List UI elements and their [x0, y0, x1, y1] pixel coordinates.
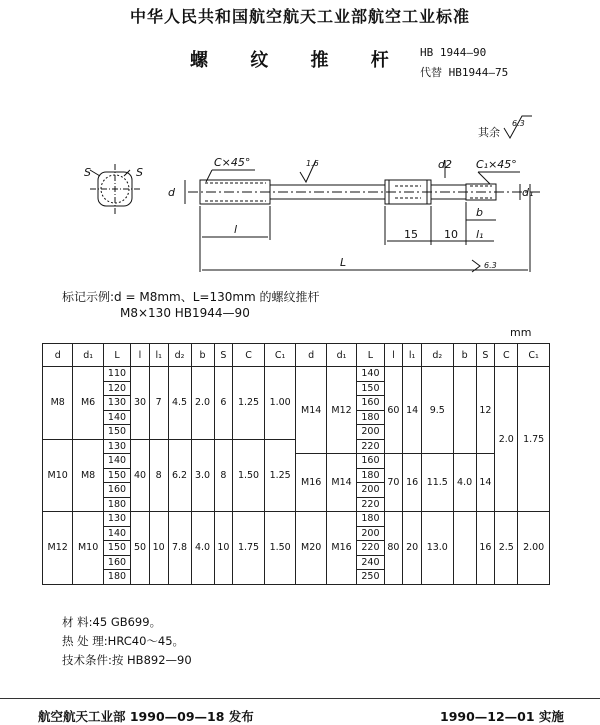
table-cell: 150: [103, 468, 130, 483]
label-d1: d₁: [522, 186, 534, 199]
table-row: [43, 367, 550, 382]
label-S-right: S: [136, 166, 143, 179]
label-l1: l₁: [476, 228, 484, 241]
table-cell: 150: [103, 541, 130, 556]
table-cell: M16: [326, 512, 356, 585]
table-cell: 200: [357, 526, 384, 541]
table-cell: 220: [357, 497, 384, 512]
table-cell: 30: [131, 367, 150, 440]
col-header: C: [495, 344, 518, 367]
spec-table: [42, 343, 550, 585]
table-cell: 8: [149, 439, 168, 512]
col-header: d₁: [326, 344, 356, 367]
table-cell: 10: [149, 512, 168, 585]
roughness-mid-value: 1.6: [306, 159, 319, 168]
replaces-standard: 代替 HB1944—75: [420, 66, 509, 79]
label-b: b: [476, 206, 483, 219]
col-header: C₁: [518, 344, 550, 367]
col-header: l₁: [149, 344, 168, 367]
table-row: [43, 454, 550, 469]
table-cell: 1.25: [233, 367, 265, 440]
label-d2: d2: [438, 158, 452, 171]
table-cell: 130: [103, 512, 130, 527]
footer-effective: 1990—12—01 实施: [440, 709, 564, 724]
col-header: d₂: [168, 344, 191, 367]
table-cell: 60: [384, 367, 403, 454]
table-cell: 1.50: [233, 439, 265, 512]
table-cell: M14: [296, 367, 326, 454]
table-cell: 20: [403, 512, 422, 585]
table-cell: 14: [476, 454, 495, 512]
table-cell: 160: [103, 483, 130, 498]
label-l: l: [234, 223, 238, 236]
footer-issued: 航空航天工业部 1990—09—18 发布: [38, 709, 254, 724]
col-header: d₂: [421, 344, 453, 367]
table-cell: 8: [214, 439, 233, 512]
table-cell: 130: [103, 396, 130, 411]
table-cell: 180: [357, 512, 384, 527]
roughness-main-value: 6.3: [512, 119, 525, 128]
table-cell: 1.25: [264, 439, 296, 512]
col-header: l: [384, 344, 403, 367]
col-header: S: [476, 344, 495, 367]
table-cell: 7.8: [168, 512, 191, 585]
table-cell: 2.5: [495, 512, 518, 585]
table-cell: M16: [296, 454, 326, 512]
part-drawing: [0, 100, 600, 285]
table-cell: 70: [384, 454, 403, 512]
label-S-left: S: [84, 166, 91, 179]
table-cell: 4.0: [453, 454, 476, 512]
table-cell: 160: [103, 555, 130, 570]
label-d: d: [168, 186, 175, 199]
table-cell: 180: [357, 410, 384, 425]
col-header: l: [131, 344, 150, 367]
table-cell: 12: [476, 367, 495, 454]
table-cell: 16: [403, 454, 422, 512]
note-material: 材 料:45 GB699。: [62, 615, 162, 629]
table-cell: 240: [357, 555, 384, 570]
table-cell: [453, 512, 476, 585]
table-cell: 180: [103, 497, 130, 512]
table-cell: 50: [131, 512, 150, 585]
table-cell: 4.0: [191, 512, 214, 585]
table-cell: 140: [103, 526, 130, 541]
table-cell: 2.0: [495, 367, 518, 512]
table-cell: 220: [357, 541, 384, 556]
table-cell: 150: [103, 425, 130, 440]
note-tech-conditions: 技术条件:按 HB892—90: [62, 653, 192, 667]
label-L: L: [340, 256, 347, 269]
table-cell: 150: [357, 381, 384, 396]
table-cell: 6.2: [168, 439, 191, 512]
table-cell: 7: [149, 367, 168, 440]
rod-view: [188, 180, 540, 204]
chamfer-right-label: C₁×45°: [476, 158, 517, 171]
table-cell: 14: [403, 367, 422, 454]
col-header: d: [296, 344, 326, 367]
table-cell: 16: [476, 512, 495, 585]
marking-code: M8×130 HB1944—90: [120, 306, 250, 320]
table-cell: 3.0: [191, 439, 214, 512]
table-cell: M12: [326, 367, 356, 454]
note-heat-treatment: 热 处 理:HRC40～45。: [62, 634, 185, 648]
page-title: 螺 纹 推 杆: [190, 50, 407, 71]
table-cell: 200: [357, 483, 384, 498]
table-cell: 180: [103, 570, 130, 585]
col-header: b: [191, 344, 214, 367]
col-header: C: [233, 344, 265, 367]
table-cell: 220: [357, 439, 384, 454]
table-cell: M8: [73, 439, 103, 512]
table-cell: 1.50: [264, 512, 296, 585]
standard-number: HB 1944—90: [420, 46, 487, 59]
table-cell: 130: [103, 439, 130, 454]
footer-rule: [0, 698, 600, 699]
table-cell: M6: [73, 367, 103, 440]
col-header: d: [43, 344, 73, 367]
table-cell: 40: [131, 439, 150, 512]
col-header: b: [453, 344, 476, 367]
table-cell: 1.75: [233, 512, 265, 585]
table-cell: 13.0: [421, 512, 453, 585]
table-cell: 200: [357, 425, 384, 440]
table-cell: 140: [103, 410, 130, 425]
unit-label: mm: [510, 326, 532, 339]
table-cell: 80: [384, 512, 403, 585]
table-cell: 160: [357, 396, 384, 411]
table-cell: 1.75: [518, 367, 550, 512]
table-cell: M20: [296, 512, 326, 585]
table-cell: 140: [103, 454, 130, 469]
table-cell: 2.00: [518, 512, 550, 585]
roughness-rest-label: 其余: [478, 126, 500, 139]
table-cell: 140: [357, 367, 384, 382]
table-cell: 11.5: [421, 454, 453, 512]
table-cell: [453, 367, 476, 454]
table-cell: 2.0: [191, 367, 214, 440]
chamfer-left-label: C×45°: [214, 156, 251, 169]
col-header: d₁: [73, 344, 103, 367]
table-cell: 1.00: [264, 367, 296, 440]
roughness-bottom-value: 6.3: [484, 261, 497, 270]
table-cell: M10: [73, 512, 103, 585]
table-cell: 6: [214, 367, 233, 440]
table-cell: 10: [214, 512, 233, 585]
table-cell: 120: [103, 381, 130, 396]
table-cell: 180: [357, 468, 384, 483]
table-cell: M14: [326, 454, 356, 512]
table-cell: 9.5: [421, 367, 453, 454]
table-header-row: [43, 344, 550, 367]
dim-15: 15: [404, 228, 418, 241]
marking-example: 标记示例:d = M8mm、L=130mm 的螺纹推杆: [62, 290, 320, 304]
col-header: l₁: [403, 344, 422, 367]
table-cell: M8: [43, 367, 73, 440]
section-view: [90, 164, 140, 214]
table-cell: 4.5: [168, 367, 191, 440]
header-org: 中华人民共和国航空航天工业部航空工业标准: [129, 7, 470, 26]
col-header: L: [103, 344, 130, 367]
table-cell: 250: [357, 570, 384, 585]
table-cell: M12: [43, 512, 73, 585]
dim-10: 10: [444, 228, 458, 241]
table-cell: 110: [103, 367, 130, 382]
col-header: S: [214, 344, 233, 367]
table-cell: M10: [43, 439, 73, 512]
table-cell: 160: [357, 454, 384, 469]
col-header: C₁: [264, 344, 296, 367]
table-row: [43, 512, 550, 527]
col-header: L: [357, 344, 384, 367]
